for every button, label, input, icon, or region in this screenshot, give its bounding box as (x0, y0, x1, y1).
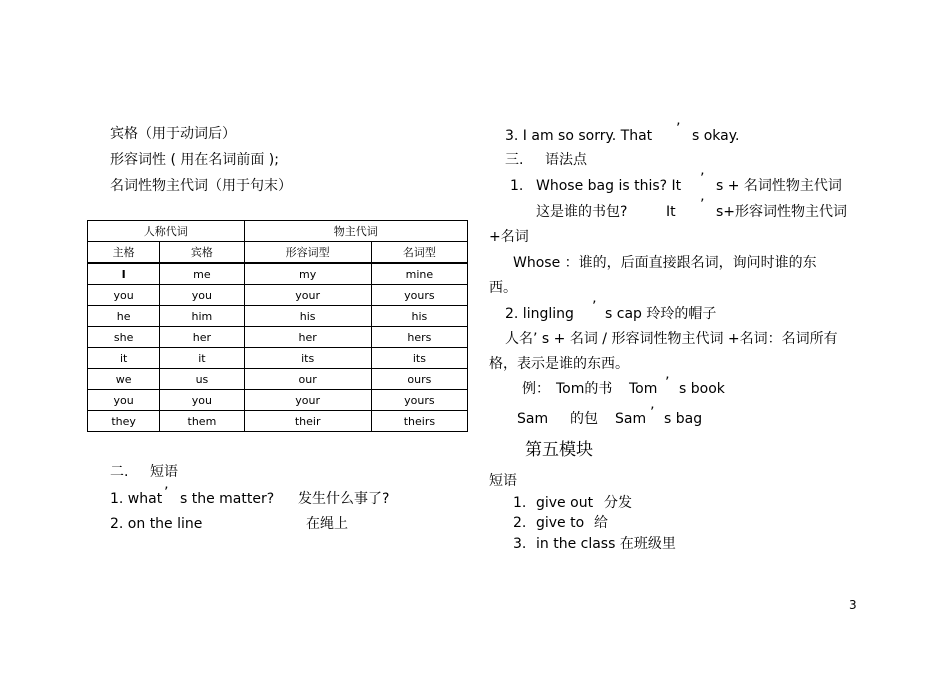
grammar1-number: 1. (510, 178, 524, 194)
pronoun-table (87, 220, 468, 432)
line-adjective-possessive: 形容词性 ( 用在名词前面 ); (110, 152, 279, 168)
table-cell: they (88, 411, 160, 432)
grammar2-part2: s cap 玲玲的帽子 (605, 306, 717, 322)
section2-title: 短语 (150, 464, 178, 480)
section3-number: 三. (505, 152, 524, 168)
table-cell: she (88, 327, 160, 348)
table-cell: you (160, 390, 244, 411)
phrase-1-zh: 发生什么事了? (298, 491, 390, 507)
table-cell: his (371, 306, 467, 327)
grammar1-cn-rule: s+形容词性物主代词 (716, 204, 848, 220)
apostrophe: ’ (700, 171, 705, 187)
grammar1-cn-question: 这是谁的书包? (536, 204, 628, 220)
table-cell: you (160, 285, 244, 306)
example2-name-en: Sam (615, 411, 647, 427)
phrase-zh: 分发 (604, 495, 632, 511)
table-cell: them (160, 411, 244, 432)
possessive-rule: 人名’ s + 名词 / 形容词性物主代词 +名词：名词所有 (505, 331, 838, 347)
column-header: 宾格 (160, 242, 244, 264)
grammar1-question: Whose bag is this? It (536, 178, 682, 194)
line-noun-possessive: 名词性物主代词（用于句末） (110, 178, 292, 194)
table-cell: its (244, 348, 371, 369)
table-row (88, 285, 468, 306)
table-row (88, 369, 468, 390)
table-cell: it (160, 348, 244, 369)
apostrophe: ’ (676, 121, 681, 137)
whose-continuation: 西。 (489, 280, 517, 296)
item3-part2: s okay. (692, 128, 740, 144)
table-row (88, 411, 468, 432)
example2-cn: 的包 (570, 411, 598, 427)
example2-en: s bag (664, 411, 703, 427)
phrases-label: 短语 (489, 473, 517, 489)
example1-cn: Tom的书 (556, 381, 613, 397)
table-cell: us (160, 369, 244, 390)
whose-explanation: Whose ：谁的，后面直接跟名词，询问时谁的东 (513, 255, 817, 271)
table-cell: her (160, 327, 244, 348)
page-number: 3 (849, 598, 857, 612)
table-cell: hers (371, 327, 467, 348)
table-cell: yours (371, 285, 467, 306)
phrase-num: 3. (513, 536, 527, 552)
column-header: 名词型 (371, 242, 467, 264)
table-row (88, 348, 468, 369)
phrase-1-en-part2: s the matter? (180, 491, 275, 507)
section2-number: 二. (110, 464, 129, 480)
phrase-zh: 给 (594, 515, 608, 531)
apostrophe: ’ (700, 197, 705, 213)
table-cell: its (371, 348, 467, 369)
table-row (88, 327, 468, 348)
table-cell: his (244, 306, 371, 327)
group-header-possessive: 物主代词 (244, 221, 467, 242)
phrase-1-en-part1: 1. what (110, 491, 163, 507)
table-cell: you (88, 285, 160, 306)
table-cell: her (244, 327, 371, 348)
table-row (88, 263, 468, 285)
table-cell: ours (371, 369, 467, 390)
column-header: 主格 (88, 242, 160, 264)
table-cell: he (88, 306, 160, 327)
possessive-rule-continuation: 格，表示是谁的东西。 (489, 356, 629, 372)
table-cell: yours (371, 390, 467, 411)
line-object-case: 宾格（用于动词后） (110, 126, 236, 142)
table-cell: theirs (371, 411, 467, 432)
phrase-en: give to (536, 515, 585, 531)
table-cell: your (244, 285, 371, 306)
example2-name: Sam (517, 411, 549, 427)
table-cell: we (88, 369, 160, 390)
item3-part1: 3. I am so sorry. That (505, 128, 653, 144)
table-cell: your (244, 390, 371, 411)
table-cell: their (244, 411, 371, 432)
phrase-num: 1. (513, 495, 527, 511)
apostrophe: ’ (164, 485, 169, 501)
group-header-personal: 人称代词 (88, 221, 245, 242)
table-cell: our (244, 369, 371, 390)
table-column-header-row (88, 242, 468, 264)
table-cell: it (88, 348, 160, 369)
table-cell: mine (371, 263, 467, 285)
phrase-2-zh: 在绳上 (306, 516, 348, 532)
table-row (88, 306, 468, 327)
apostrophe: ’ (650, 405, 655, 421)
phrase-num: 2. (513, 515, 527, 531)
section3-title: 语法点 (545, 152, 587, 168)
grammar2-part1: 2. lingling (505, 306, 574, 322)
table-cell: you (88, 390, 160, 411)
table-cell: me (160, 263, 244, 285)
table-cell: I (88, 263, 160, 285)
phrase-en: in the class 在班级里 (536, 536, 676, 552)
example1-label: 例： (522, 381, 550, 397)
table-cell: my (244, 263, 371, 285)
phrase-2-en: 2. on the line (110, 516, 203, 532)
table-cell: him (160, 306, 244, 327)
apostrophe: ’ (592, 299, 597, 315)
column-header: 形容词型 (244, 242, 371, 264)
module-title: 第五模块 (525, 440, 593, 460)
grammar1-continuation: +名词 (489, 229, 529, 245)
example1-name: Tom (629, 381, 658, 397)
grammar1-rule: s + 名词性物主代词 (716, 178, 842, 194)
example1-en: s book (679, 381, 725, 397)
phrase-en: give out (536, 495, 594, 511)
grammar1-cn-it: It (666, 204, 676, 220)
apostrophe: ’ (665, 375, 670, 391)
table-group-header-row (88, 221, 468, 242)
table-row (88, 390, 468, 411)
